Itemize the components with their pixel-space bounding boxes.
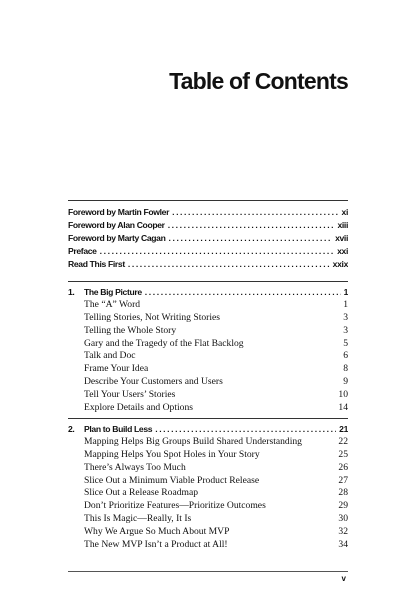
section-page: 3: [343, 324, 348, 336]
toc-entry-label: Preface: [68, 245, 97, 256]
toc-section[interactable]: [68, 299, 348, 312]
section-label: The “A” Word: [84, 298, 141, 310]
section-page: 3: [343, 311, 348, 323]
toc-entry-label: Foreword by Marty Cagan: [68, 232, 166, 243]
toc-entry-foreword-fowler[interactable]: [68, 206, 348, 219]
chapter-number: 1.: [68, 287, 75, 297]
front-matter-list: [68, 206, 348, 270]
toc-section[interactable]: [68, 475, 348, 488]
section-label: The New MVP Isn’t a Product at All!: [84, 539, 228, 551]
section-label: Telling Stories, Not Writing Stories: [84, 311, 221, 323]
dot-leader: [168, 232, 332, 245]
toc-entry-page: xiii: [337, 219, 348, 230]
section-page: 5: [343, 337, 348, 349]
toc-entry-preface[interactable]: [68, 245, 348, 258]
toc-entry-page: xi: [341, 207, 348, 217]
toc-section[interactable]: [68, 363, 348, 376]
section-page: 29: [338, 500, 348, 512]
toc-section[interactable]: [68, 325, 348, 338]
section-label: Slice Out a Minimum Viable Product Release: [84, 474, 260, 486]
chapter-1-block: [68, 286, 348, 415]
dot-leader: [145, 286, 341, 299]
toc-section[interactable]: [68, 350, 348, 363]
toc-entry-foreword-cooper[interactable]: [68, 219, 348, 232]
section-label: There’s Always Too Much: [84, 461, 186, 473]
section-page: 25: [338, 448, 348, 460]
section-page: 34: [338, 539, 348, 551]
toc-entry-read-this-first[interactable]: [68, 258, 348, 271]
dot-leader: [100, 245, 334, 258]
chapter-title: Plan to Build Less: [84, 424, 153, 434]
toc-entry-label: Foreword by Martin Fowler: [68, 207, 170, 217]
footer-rule: [68, 571, 348, 572]
chapter-page: 1: [343, 287, 348, 297]
toc-section[interactable]: [68, 526, 348, 539]
chapter-2-block: [68, 423, 348, 552]
dot-leader: [168, 219, 335, 232]
chapter-number: 2.: [68, 424, 75, 434]
section-label: Why We Argue So Much About MVP: [84, 526, 230, 538]
section-label: This Is Magic—Really, It Is: [84, 513, 192, 525]
dot-leader: [155, 423, 336, 436]
section-label: Explore Details and Options: [84, 402, 193, 414]
section-page: 28: [338, 487, 348, 499]
section-page: 26: [338, 461, 348, 473]
section-label: Mapping Helps You Spot Holes in Your Story: [84, 448, 260, 460]
toc-section[interactable]: [68, 539, 348, 552]
toc-section[interactable]: [68, 449, 348, 462]
dot-leader: [172, 206, 338, 219]
chapter-title: The Big Picture: [84, 287, 142, 297]
toc-section[interactable]: [68, 389, 348, 402]
section-page: 27: [338, 474, 348, 486]
dot-leader: [128, 258, 330, 271]
toc-section[interactable]: [68, 402, 348, 415]
toc-entry-label: Read This First: [68, 258, 125, 269]
chapter-page: 21: [339, 424, 348, 434]
section-label: Slice Out a Release Roadmap: [84, 487, 199, 499]
section-label: Frame Your Idea: [84, 363, 149, 375]
toc-entry-page: xvii: [335, 232, 348, 243]
chapter-1-top-rule: [68, 281, 348, 282]
section-page: 30: [338, 513, 348, 525]
toc-section[interactable]: [68, 338, 348, 351]
section-label: Gary and the Tragedy of the Flat Backlog: [84, 337, 244, 349]
toc-section[interactable]: [68, 500, 348, 513]
toc-entry-page: xxi: [337, 245, 348, 256]
section-label: Telling the Whole Story: [84, 324, 177, 336]
page-number: v: [341, 574, 346, 583]
toc-chapter-1[interactable]: [68, 286, 348, 299]
toc-section[interactable]: [68, 376, 348, 389]
section-label: Mapping Helps Big Groups Build Shared Understanding: [84, 435, 302, 447]
section-page: 14: [338, 402, 348, 414]
front-matter-top-rule: [68, 200, 348, 201]
toc-section[interactable]: [68, 513, 348, 526]
section-label: Describe Your Customers and Users: [84, 376, 223, 388]
section-page: 32: [338, 526, 348, 538]
section-label: Tell Your Users’ Stories: [84, 389, 176, 401]
section-page: 10: [338, 389, 348, 401]
toc-chapter-2[interactable]: [68, 423, 348, 436]
page-title: Table of Contents: [169, 68, 348, 94]
section-page: 8: [343, 363, 348, 375]
chapter-2-top-rule: [68, 418, 348, 419]
toc-entry-foreword-cagan[interactable]: [68, 232, 348, 245]
toc-section[interactable]: [68, 462, 348, 475]
section-page: 9: [343, 376, 348, 388]
toc-section[interactable]: [68, 436, 348, 449]
toc-entry-page: xxix: [332, 258, 348, 269]
toc-section[interactable]: [68, 312, 348, 325]
toc-entry-label: Foreword by Alan Cooper: [68, 219, 165, 230]
section-page: 6: [343, 350, 348, 362]
section-label: Don’t Prioritize Features—Prioritize Outcomes: [84, 500, 266, 512]
section-label: Talk and Doc: [84, 350, 136, 362]
section-page: 1: [343, 298, 348, 310]
section-page: 22: [338, 435, 348, 447]
toc-section[interactable]: [68, 487, 348, 500]
